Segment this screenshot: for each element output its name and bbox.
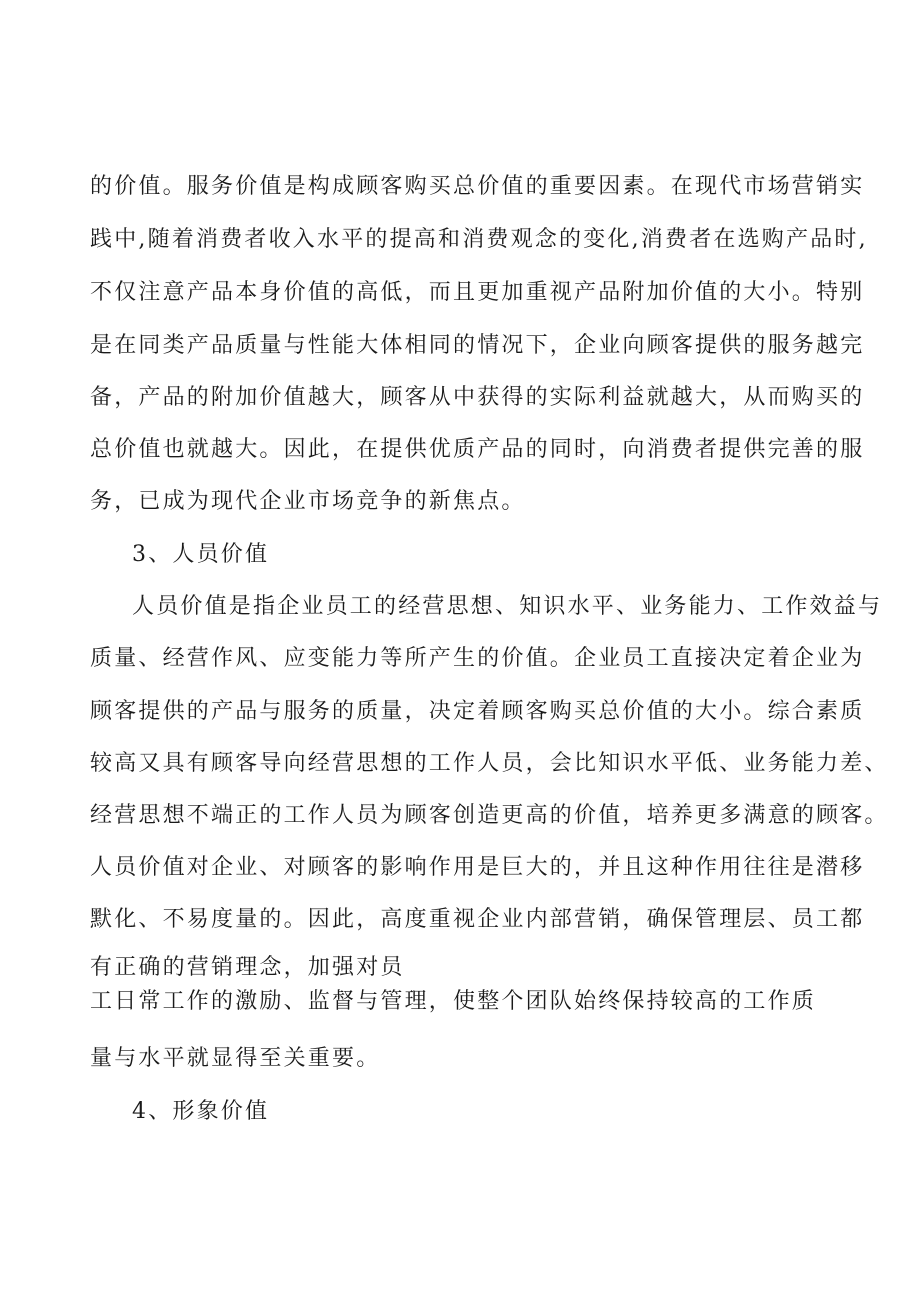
paragraph-line: 是在同类产品质量与性能大体相同的情况下，企业向顾客提供的服务越完	[90, 333, 865, 358]
section-heading: 4、形象价值	[132, 1099, 270, 1124]
paragraph-line: 人员价值对企业、对顾客的影响作用是巨大的，并且这种作用往往是潜移	[90, 855, 865, 880]
paragraph-line: 备，产品的附加价值越大，顾客从中获得的实际利益就越大，从而购买的	[90, 385, 865, 410]
paragraph-line: 顾客提供的产品与服务的质量，决定着顾客购买总价值的大小。综合素质	[90, 699, 865, 724]
paragraph-line: 人员价值是指企业员工的经营思想、知识水平、业务能力、工作效益与	[132, 594, 883, 619]
paragraph-line: 量与水平就显得至关重要。	[90, 1046, 381, 1071]
paragraph-line: 工日常工作的激励、监督与管理，使整个团队始终保持较高的工作质	[90, 989, 817, 1014]
section-heading: 3、人员价值	[132, 542, 270, 567]
paragraph-line: 的价值。服务价值是构成顾客购买总价值的重要因素。在现代市场营销实	[90, 174, 865, 199]
paragraph-line: 默化、不易度量的。因此，高度重视企业内部营销，确保管理层、员工都	[90, 907, 865, 932]
paragraph-line: 践中,随着消费者收入水平的提高和消费观念的变化,消费者在选购产品时,	[90, 227, 868, 252]
paragraph-line: 质量、经营作风、应变能力等所产生的价值。企业员工直接决定着企业为	[90, 646, 865, 671]
paragraph-line: 经营思想不端正的工作人员为顾客创造更高的价值，培养更多满意的顾客。	[90, 803, 889, 828]
paragraph-line: 有正确的营销理念，加强对员	[90, 955, 405, 980]
paragraph-line: 务，已成为现代企业市场竞争的新焦点。	[90, 489, 526, 514]
paragraph-line: 较高又具有顾客导向经营思想的工作人员，会比知识水平低、业务能力差、	[90, 751, 889, 776]
paragraph-line: 不仅注意产品本身价值的高低，而且更加重视产品附加价值的大小。特别	[90, 280, 865, 305]
paragraph-line: 总价值也就越大。因此，在提供优质产品的同时，向消费者提供完善的服	[90, 437, 865, 462]
